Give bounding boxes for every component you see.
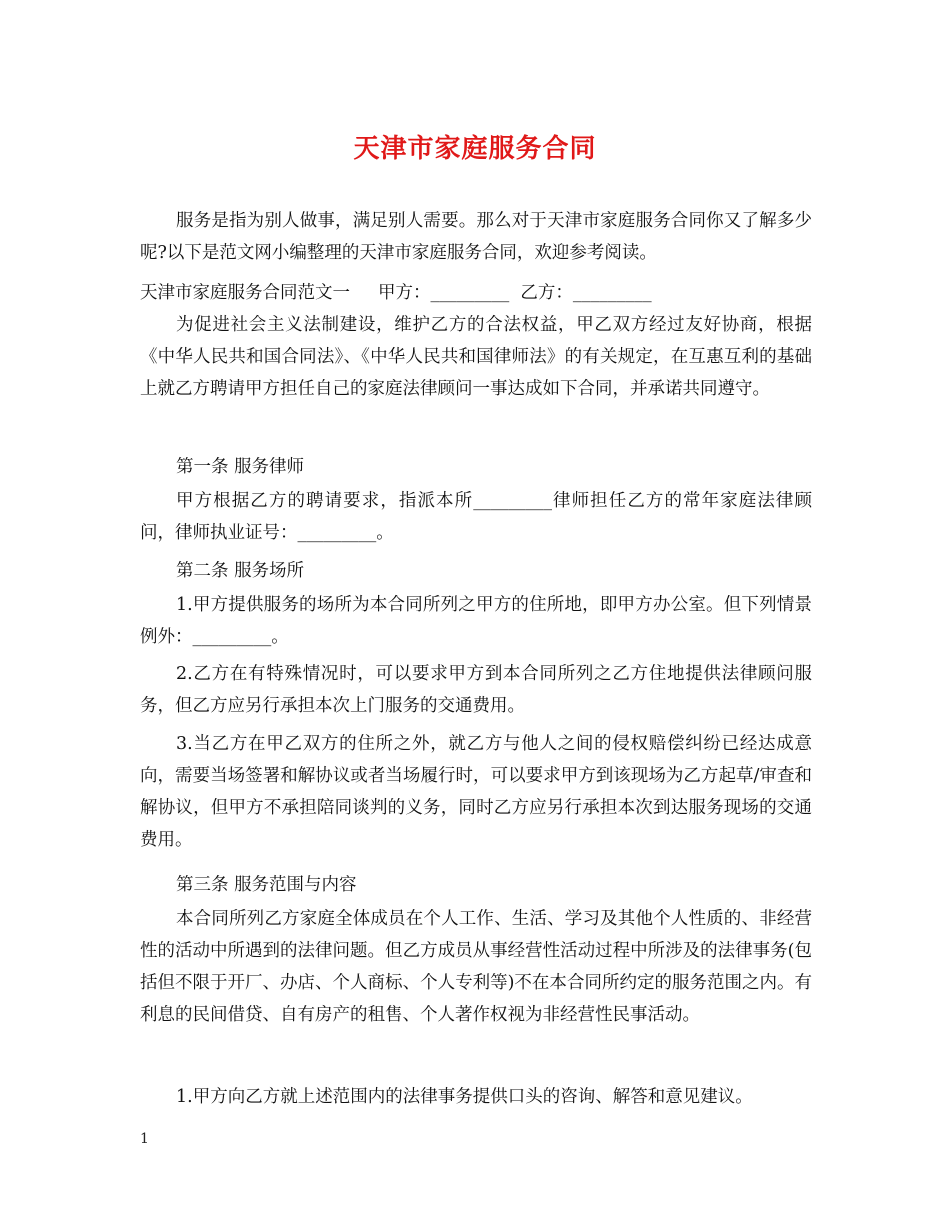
page-number: 1 <box>140 1131 149 1147</box>
sample-line <box>140 277 652 309</box>
preamble-paragraph: 为促进社会主义法制建设，维护乙方的合法权益，甲乙双方经过友好协商，根据《中华人民共和国合同法》、《中华人民共和国律师法》的有关规定，在互惠互利的基础上就乙方聘请甲方担任自己的家庭法律顾问一事达成如下合同，并承诺共同遵守。 <box>140 315 812 399</box>
article2-item-2: 2.乙方在有特殊情况时，可以要求甲方到本合同所列之乙方住地提供法律顾问服务，但乙方应另行承担本次上门服务的交通费用。 <box>140 664 812 716</box>
party-b-field: 乙方：_________ <box>520 283 652 303</box>
document-title: 天津市家庭服务合同 <box>353 134 597 164</box>
sample-label: 天津市家庭服务合同范文一 <box>140 283 350 303</box>
article2-item-1: 1.甲方提供服务的场所为本合同所列之甲方的住所地，即甲方办公室。但下列情景例外：_________。 <box>140 595 812 647</box>
article1-heading: 第一条 服务律师 <box>176 457 305 477</box>
article2-heading: 第二条 服务场所 <box>176 561 305 581</box>
article3-text: 本合同所列乙方家庭全体成员在个人工作、生活、学习及其他个人性质的、非经营性的活动中所遇到的法律问题。但乙方成员从事经营性活动过程中所涉及的法律事务(包括但不限于开厂、办店、个人商标、个人专利等)不在本合同所约定的服务范围之内。有利息的民间借贷、自有房产的租售、个人著作权视为非经营性民事活动。 <box>140 909 812 1025</box>
article3-heading: 第三条 服务范围与内容 <box>176 875 357 895</box>
article3-item-1: 1.甲方向乙方就上述范围内的法律事务提供口头的咨询、解答和意见建议。 <box>176 1087 753 1107</box>
article1-text: 甲方根据乙方的聘请要求，指派本所_________律师担任乙方的常年家庭法律顾问，律师执业证号：_________。 <box>140 491 812 543</box>
intro-paragraph: 服务是指为别人做事，满足别人需要。那么对于天津市家庭服务合同你又了解多少呢?以下是范文网小编整理的天津市家庭服务合同，欢迎参考阅读。 <box>140 211 812 263</box>
party-a-field: 甲方：_________ <box>378 283 510 303</box>
article2-item-3: 3.当乙方在甲乙双方的住所之外，就乙方与他人之间的侵权赔偿纠纷已经达成意向，需要当场签署和解协议或者当场履行时，可以要求甲方到该现场为乙方起草/审查和解协议，但甲方不承担陪同谈判的义务，同时乙方应另行承担本次到达服务现场的交通费用。 <box>140 734 812 850</box>
